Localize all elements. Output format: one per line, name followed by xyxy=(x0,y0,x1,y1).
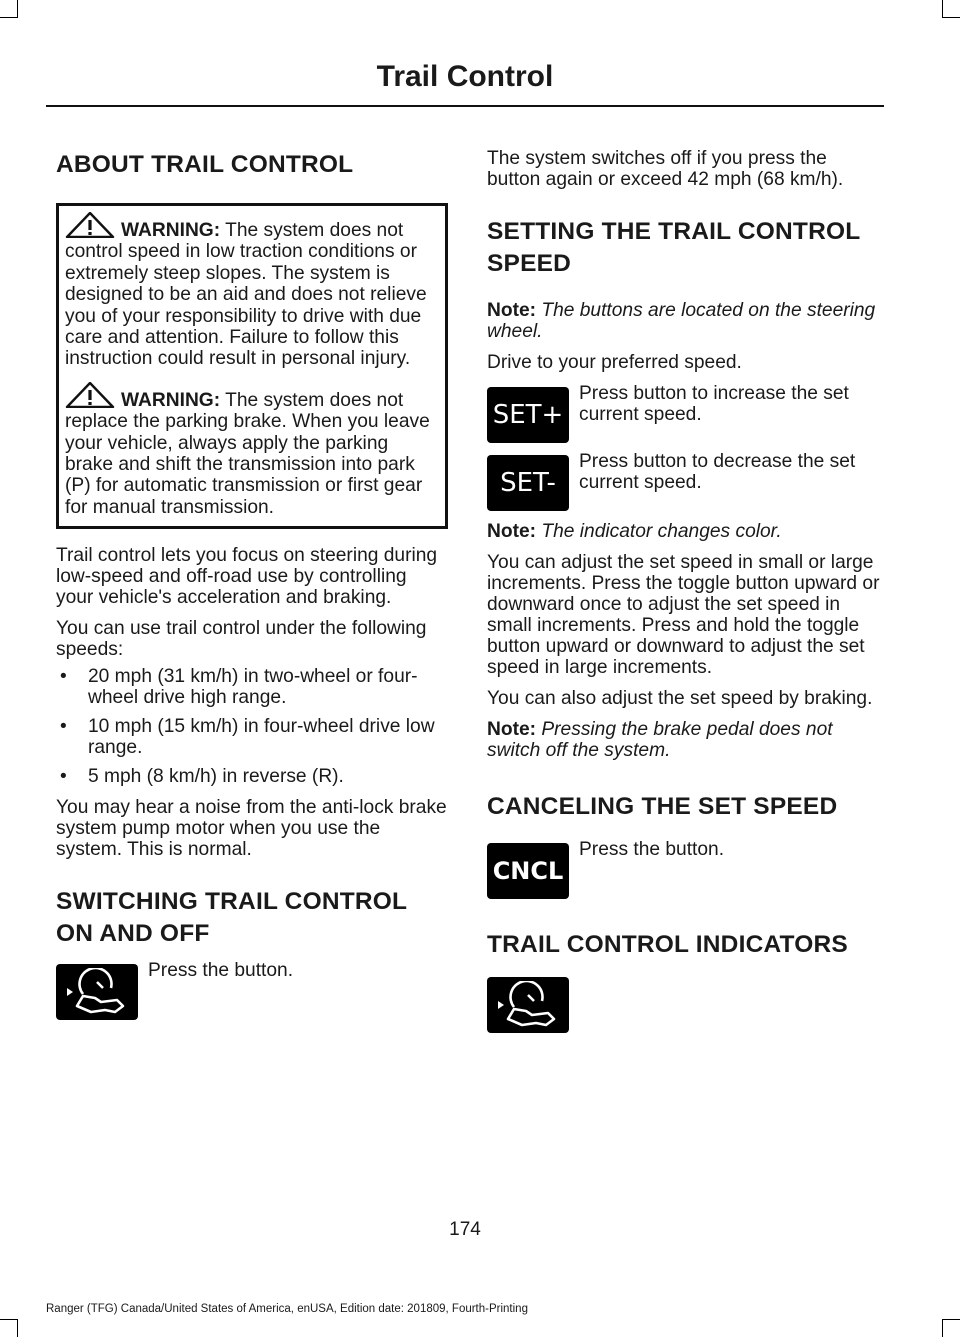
note-buttons xyxy=(487,300,885,342)
header-divider xyxy=(46,105,884,107)
drive-paragraph: Drive to your preferred speed. xyxy=(487,352,742,373)
warning-label: WARNING: xyxy=(121,389,221,411)
set-plus-label: SET+ xyxy=(492,400,564,430)
right-column xyxy=(487,143,885,1043)
heading-about: ABOUT TRAIL CONTROL xyxy=(56,151,354,178)
left-column xyxy=(56,143,448,1030)
warning-triangle-icon xyxy=(65,212,115,238)
heading-setting-line1: SETTING THE TRAIL CONTROL xyxy=(487,218,861,245)
set-plus-text: Press button to increase the set current speed. xyxy=(579,383,849,425)
speeds-list xyxy=(56,666,448,787)
trail-button-row xyxy=(56,960,448,1020)
note-brake xyxy=(487,719,885,761)
intro-paragraph: Trail control lets you focus on steering during low-speed and off-road use by controlling your vehicle's acceleration and braking. xyxy=(56,545,438,609)
switch-off-paragraph: The system switches off if you press the button again or exceed 42 mph (68 km/h). xyxy=(487,148,844,190)
adjust-paragraph: You can adjust the set speed in small or large increments. Press the toggle button upward or downward once to adjust the set speed in small increments. Press and hold the toggle button upward or downward to adjust the set speed in large increments. xyxy=(487,552,880,678)
list-item: • 20 mph (31 km/h) in two-wheel or four-wheel drive high range. xyxy=(56,666,448,708)
trail-control-indicator-icon xyxy=(487,977,569,1033)
trail-control-icon-glyph xyxy=(61,968,133,1016)
page-title: Trail Control xyxy=(376,60,554,93)
set-plus-row xyxy=(487,383,885,443)
warning-triangle-icon xyxy=(65,382,115,408)
page-number: 174 xyxy=(449,1219,481,1240)
crop-mark xyxy=(942,17,960,18)
warning-2 xyxy=(65,382,439,518)
crop-mark xyxy=(942,0,943,18)
crop-mark xyxy=(0,17,18,18)
heading-switch xyxy=(56,886,448,950)
set-minus-icon xyxy=(487,455,569,511)
crop-mark xyxy=(942,1319,943,1337)
set-minus-label: SET- xyxy=(500,468,556,498)
speeds-intro: You can use trail control under the following speeds: xyxy=(56,618,427,661)
heading-cancel: CANCELING THE SET SPEED xyxy=(487,793,838,820)
trail-control-icon xyxy=(56,964,138,1020)
crop-mark xyxy=(0,1319,18,1320)
cncl-icon xyxy=(487,843,569,899)
heading-setting-line2: SPEED xyxy=(487,250,572,277)
heading-switch-line1: SWITCHING TRAIL CONTROL xyxy=(56,888,408,916)
note-label: Note: xyxy=(487,521,537,542)
heading-indicators: TRAIL CONTROL INDICATORS xyxy=(487,931,848,958)
note-text: The buttons are located on the steering wheel. xyxy=(487,300,876,342)
cncl-row xyxy=(487,839,885,899)
set-plus-icon xyxy=(487,387,569,443)
heading-setting xyxy=(487,216,885,280)
note-text: The indicator changes color. xyxy=(536,521,782,542)
heading-switch-line2: ON AND OFF xyxy=(56,920,210,948)
cncl-text: Press the button. xyxy=(579,839,725,860)
crop-mark xyxy=(17,0,18,18)
warning-text: The system does not replace the parking brake. When you leave your vehicle, always apply the parking brake and shift the transmission into park (P) for automatic transmission or first gear for manual transmission. xyxy=(65,389,430,518)
list-item: • 5 mph (8 km/h) in reverse (R). xyxy=(56,766,448,787)
list-item: • 10 mph (15 km/h) in four-wheel drive low range. xyxy=(56,716,448,758)
note-label: Note: xyxy=(487,300,537,321)
cncl-label: CNCL xyxy=(492,857,564,885)
warning-box xyxy=(56,203,448,529)
crop-mark xyxy=(17,1319,18,1337)
note-indicator xyxy=(487,521,885,542)
set-minus-row xyxy=(487,451,885,511)
note-text: Pressing the brake pedal does not switch off the system. xyxy=(487,719,833,761)
braking-paragraph: You can also adjust the set speed by braking. xyxy=(487,688,873,709)
warning-label: WARNING: xyxy=(121,220,221,241)
warning-text: The system does not control speed in low traction conditions or extremely steep slopes. The system is designed to be an aid and does not relieve you of your responsibility to drive with due care and attention. Failure to follow this instruction could result in personal injury. xyxy=(65,220,427,370)
warning-1 xyxy=(65,212,439,370)
indicator-row xyxy=(487,977,885,1033)
trail-control-indicator-glyph xyxy=(492,981,564,1029)
noise-paragraph: You may hear a noise from the anti-lock brake system pump motor when you use the system. This is normal. xyxy=(56,797,447,861)
footer-edition: Ranger (TFG) Canada/United States of America, enUSA, Edition date: 201809, Fourth-Printing xyxy=(46,1303,528,1315)
press-button-text: Press the button. xyxy=(148,960,294,982)
set-minus-text: Press button to decrease the set current speed. xyxy=(579,451,856,493)
crop-mark xyxy=(942,1319,960,1320)
note-label: Note: xyxy=(487,719,537,740)
